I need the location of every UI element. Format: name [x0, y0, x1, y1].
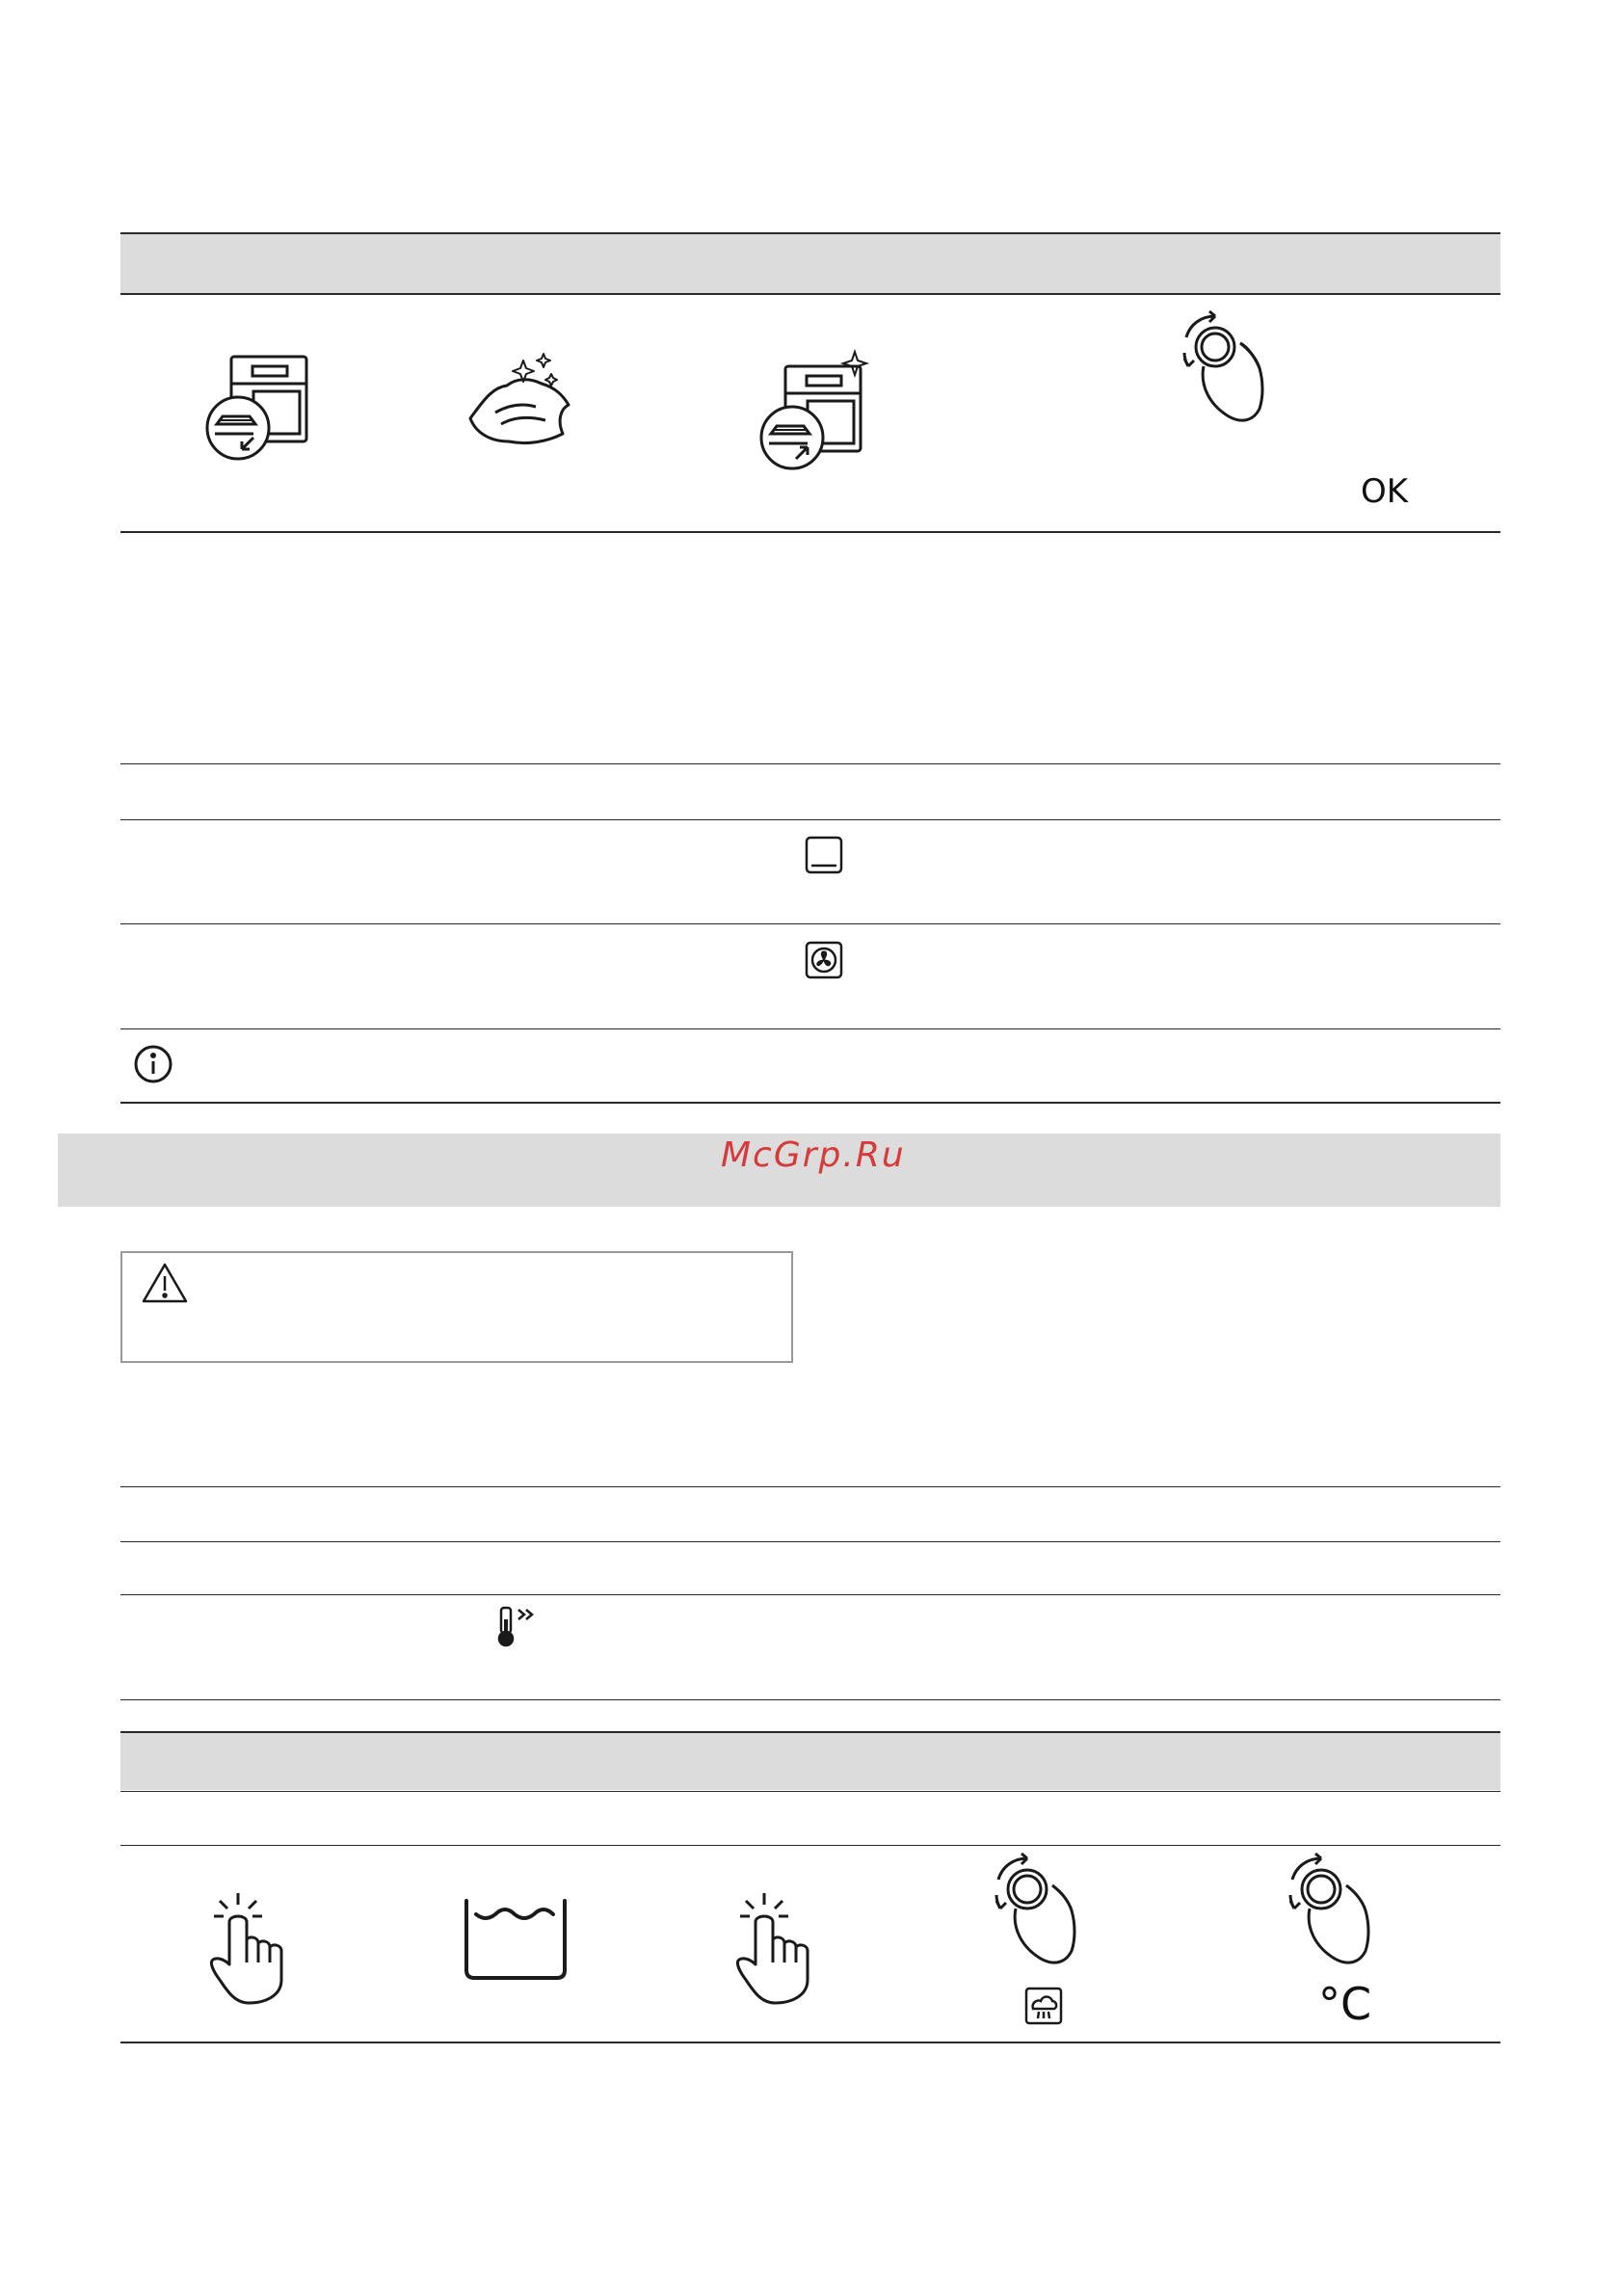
warning-box: [120, 1251, 793, 1363]
table2-row1-rule: [120, 923, 1500, 924]
warning-triangle-icon: [141, 1262, 189, 1304]
knob-turn-icon: [983, 1851, 1099, 1976]
oven-insert-tray-icon: [752, 349, 877, 469]
oven-remove-tray-icon: [198, 349, 313, 465]
water-tank-icon: [463, 1897, 569, 1984]
table4-top-rule: [120, 1731, 1500, 1733]
table1-bottom-rule: [120, 531, 1500, 533]
finger-tap-icon: [202, 1887, 289, 2008]
table2-top-rule: [120, 763, 1500, 764]
table4-header-band: [120, 1732, 1500, 1790]
table1-header-rule: [120, 293, 1500, 295]
table1-top-rule: [120, 232, 1500, 234]
knob-turn-icon: [1277, 1851, 1393, 1976]
table2-row2-rule: [120, 1028, 1500, 1029]
table4-bottom-rule: [120, 2042, 1500, 2043]
table2-header-rule: [120, 819, 1500, 820]
table4-subheader-rule: [120, 1845, 1500, 1846]
table3-bottom-rule: [120, 1699, 1500, 1700]
info-circle-icon: [133, 1044, 173, 1084]
fan-symbol-icon: [804, 940, 844, 980]
table3-top-rule: [120, 1486, 1500, 1487]
ok-label: OK: [1361, 472, 1409, 511]
finger-tap-icon: [729, 1887, 815, 2008]
knob-turn-icon: [1171, 308, 1286, 434]
cleaning-cloth-icon: [463, 349, 588, 465]
table2-bottom-rule: [120, 1102, 1500, 1104]
watermark: McGrp.Ru: [721, 1135, 906, 1175]
table4-header-rule: [120, 1791, 1500, 1792]
steam-function-icon: [1023, 1986, 1064, 2026]
core-temperature-sensor-icon: [495, 1604, 540, 1648]
oven-light-square-icon: [804, 835, 844, 875]
table3-row-rule: [120, 1594, 1500, 1595]
table1-header-band: [120, 233, 1500, 293]
table3-header-rule: [120, 1541, 1500, 1542]
celsius-label: °C: [1318, 1978, 1372, 2030]
